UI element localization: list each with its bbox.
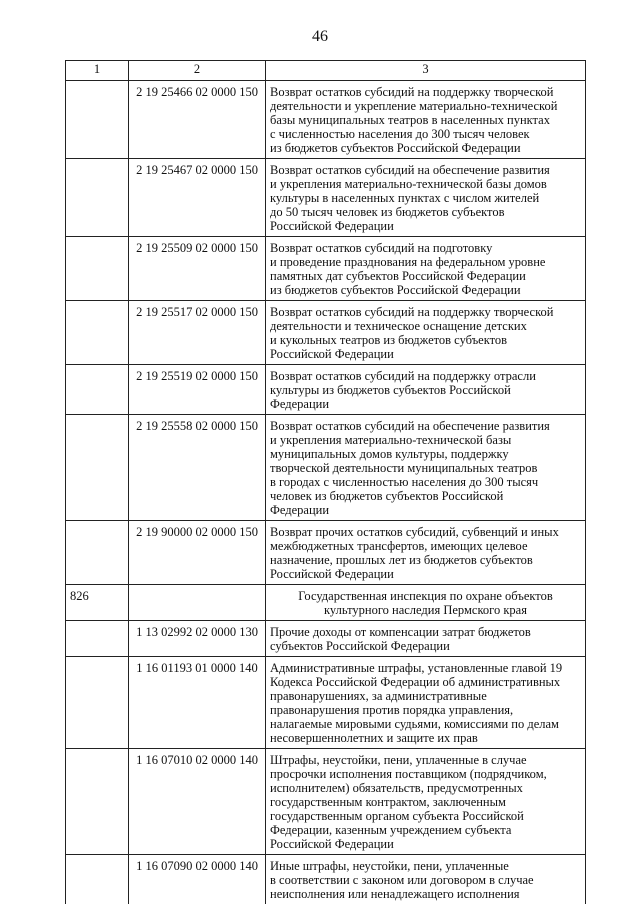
table-row [66,301,586,365]
admin-code-cell [66,621,129,657]
table-row [66,521,586,585]
description-cell: Иные штрафы, неустойки, пени, уплаченные в соответствии с законом или договором в случае неисполнения или ненадлежащего исполнения [266,855,586,905]
table-row [66,621,586,657]
table-row [66,159,586,237]
admin-code-cell [66,301,129,365]
column-header-2: 2 [129,61,266,81]
description-cell: Штрафы, неустойки, пени, уплаченные в случае просрочки исполнения поставщиком (подрядчиком, исполнителем) обязательств, предусмотренных государственным контрактом, заключенным государственным органом субъекта Российской Федерации, казенным учреждением субъекта Российской Федерации [266,749,586,855]
admin-code-cell [66,855,129,905]
budget-code-cell: 2 19 25519 02 0000 150 [129,365,266,415]
table-row [66,749,586,855]
column-header-3: 3 [266,61,586,81]
description-cell: Возврат прочих остатков субсидий, субвенций и иных межбюджетных трансфертов, имеющих целевое назначение, прошлых лет из бюджетов субъектов Российской Федерации [266,521,586,585]
description-cell: Возврат остатков субсидий на подготовку и проведение празднования на федеральном уровне памятных дат субъектов Российской Федерации из бюджетов субъектов Российской Федерации [266,237,586,301]
table-row [66,365,586,415]
description-cell: Возврат остатков субсидий на поддержку творческой деятельности и техническое оснащение детских и кукольных театров из бюджетов субъектов Российской Федерации [266,301,586,365]
admin-code-cell [66,159,129,237]
budget-code-cell: 1 13 02992 02 0000 130 [129,621,266,657]
description-cell: Прочие доходы от компенсации затрат бюджетов субъектов Российской Федерации [266,621,586,657]
table-header-row [66,61,586,81]
admin-code-cell [66,81,129,159]
admin-code-cell [66,521,129,585]
budget-code-cell: 1 16 07010 02 0000 140 [129,749,266,855]
admin-code-cell [66,237,129,301]
table-row-administrator [66,585,586,621]
administrator-name-cell: Государственная инспекция по охране объектов культурного наследия Пермского края [266,585,586,621]
table-row [66,81,586,159]
budget-code-cell: 2 19 25466 02 0000 150 [129,81,266,159]
table-row [66,855,586,905]
column-header-1: 1 [66,61,129,81]
budget-code-cell: 2 19 25517 02 0000 150 [129,301,266,365]
admin-code-cell [66,749,129,855]
description-cell: Возврат остатков субсидий на обеспечение развития и укрепления материально-технической базы домов культуры в населенных пунктах с числом жителей до 50 тысяч человек из бюджетов субъектов Российской Федерации [266,159,586,237]
budget-code-cell [129,585,266,621]
budget-code-cell: 2 19 90000 02 0000 150 [129,521,266,585]
budget-code-cell: 2 19 25467 02 0000 150 [129,159,266,237]
description-cell: Возврат остатков субсидий на поддержку творческой деятельности и укрепление материально-технической базы муниципальных театров в населенных пунктах с численностью населения до 300 тысяч человек из бюджетов субъектов Российской Федерации [266,81,586,159]
table-row [66,657,586,749]
admin-code-cell [66,657,129,749]
table-row [66,415,586,521]
budget-code-cell: 2 19 25558 02 0000 150 [129,415,266,521]
budget-classification-table [65,60,586,904]
budget-code-cell: 1 16 07090 02 0000 140 [129,855,266,905]
table-row [66,237,586,301]
admin-code-cell: 826 [66,585,129,621]
budget-code-cell: 1 16 01193 01 0000 140 [129,657,266,749]
description-cell: Административные штрафы, установленные главой 19 Кодекса Российской Федерации об административных правонарушениях, за административные правонарушения против порядка управления, налагаемые мировыми судьями, комиссиями по делам несовершеннолетних и защите их прав [266,657,586,749]
description-cell: Возврат остатков субсидий на поддержку отрасли культуры из бюджетов субъектов Российской Федерации [266,365,586,415]
admin-code-cell [66,365,129,415]
page-number: 46 [312,28,328,45]
description-cell: Возврат остатков субсидий на обеспечение развития и укрепления материально-технической базы муниципальных домов культуры, поддержку творческой деятельности муниципальных театров в городах с численностью населения до 300 тысяч человек из бюджетов субъектов Российской Федерации [266,415,586,521]
admin-code-cell [66,415,129,521]
budget-code-cell: 2 19 25509 02 0000 150 [129,237,266,301]
